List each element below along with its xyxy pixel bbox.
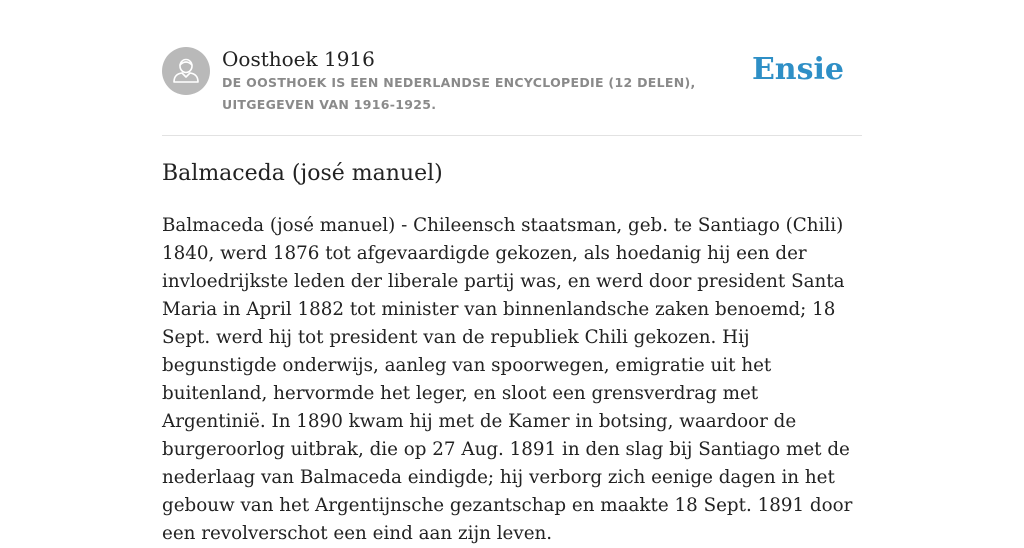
source-description: DE OOSTHOEK IS EEN NEDERLANDSE ENCYCLOPEDIE (12 DELEN), UITGEGEVEN VAN 1916-1925. [222,75,696,112]
header-divider [162,135,862,136]
user-avatar-icon [162,47,210,95]
source-header [162,46,862,116]
article-body: Balmaceda (josé manuel) - Chileensch staatsman, geb. te Santiago (Chili) 1840, werd 1876 tot afgevaardigde gekozen, als hoedanig hij een der invloedrijkste leden der liberale partij was, en werd door president Santa Maria in April 1882 tot minister van binnenlandsche zaken benoemd; 18 Sept. werd hij tot president van de republiek Chili gekozen. Hij begunstigde onderwijs, aanleg van spoorwegen, emigratie uit het buitenland, hervormde het leger, en sloot een grensverdrag met Argentinië. In 1890 kwam hij met de Kamer in botsing, waardoor de burgeroorlog uitbrak, die op 27 Aug. 1891 in den slag bij Santiago met de nederlaag van Balmaceda eindigde; hij verborg zich eenige dagen in het gebouw van het Argentijnsche gezantschap en maakte 18 Sept. 1891 door een revolverschot een eind aan zijn leven. [162,215,853,544]
source-title[interactable]: Oosthoek 1916 [222,47,375,71]
ensie-logo[interactable]: Ensie [751,52,844,87]
article-title: Balmaceda (josé manuel) [162,161,443,186]
